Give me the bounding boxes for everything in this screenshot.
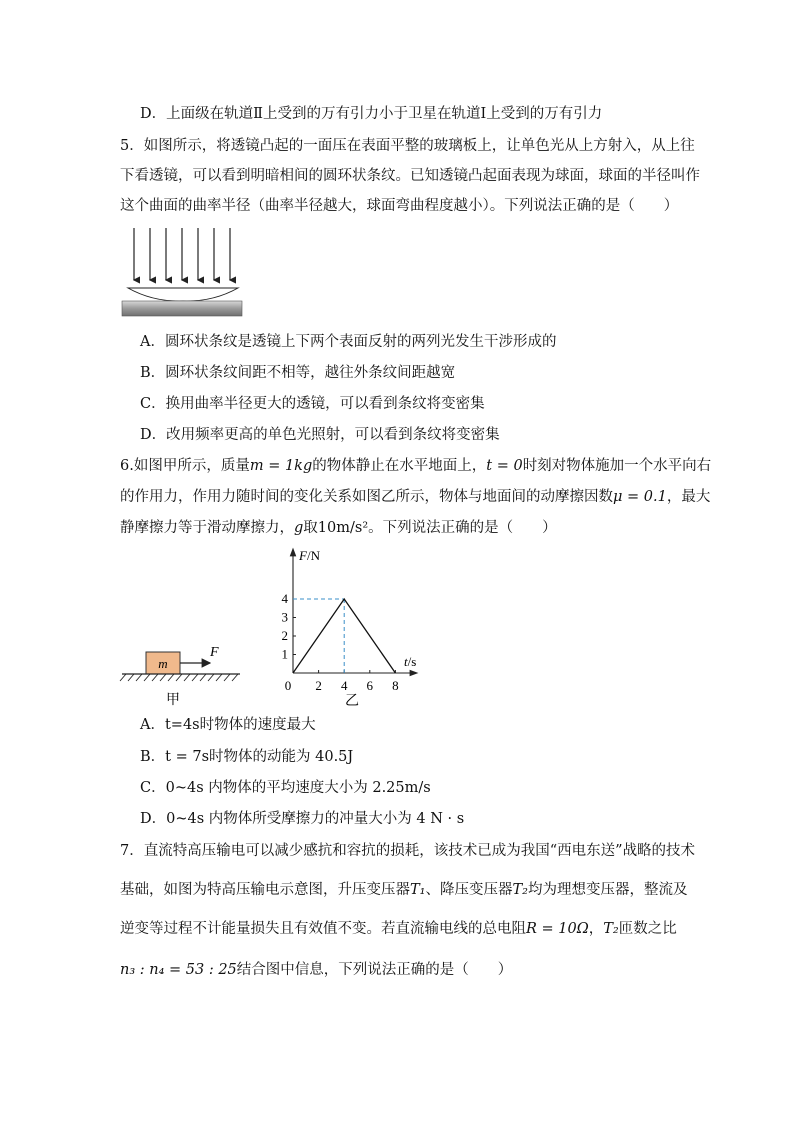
mass-label: m: [158, 656, 168, 671]
q4-option-d: D．上面级在轨道Ⅱ上受到的万有引力小于卫星在轨道Ⅰ上受到的万有引力: [140, 106, 603, 122]
convex-lens: [128, 288, 238, 301]
q5-option-c: C．换用曲率半径更大的透镜，可以看到条纹将变密集: [140, 396, 485, 412]
y-tick-label: 3: [281, 609, 288, 625]
figure-yi-caption: 乙: [345, 694, 359, 709]
q5-option-d: D．改用频率更高的单色光照射，可以看到条纹将变密集: [140, 427, 500, 443]
lens-diagram: [118, 226, 248, 318]
q7-stem-line-1: 7．直流特高压输电可以减少感抗和容抗的损耗，该技术已成为我国“西电东送”战略的技术: [120, 843, 696, 859]
q5-stem-line-3: 这个曲面的曲率半径（曲率半径越大，球面弯曲程度越小）。下列说法正确的是（ ）: [120, 198, 679, 214]
force-label: F: [210, 645, 219, 660]
y-tick-label: 4: [281, 591, 288, 606]
origin-label: 0: [284, 678, 292, 693]
q5-stem-line-1: 5．如图所示，将透镜凸起的一面压在表面平整的玻璃板上，让单色光从上方射入，从上往: [120, 138, 695, 154]
q6-option-b: B．t = 7s时物体的动能为 40.5J: [140, 749, 354, 765]
x-tick-label: 2: [315, 678, 322, 693]
q6-option-a: A．t=4s时物体的速度最大: [140, 717, 316, 733]
q5-option-a: A．圆环状条纹是透镜上下两个表面反射的两列光发生干涉形成的: [140, 334, 557, 350]
q7-stem-line-2: 基础，如图为特高压输电示意图，升压变压器T₁、降压变压器T₂均为理想变压器，整流及: [120, 882, 688, 898]
glass-plate: [122, 301, 242, 316]
q6-stem-line-3: 静摩擦力等于滑动摩擦力，g取10m/s²。下列说法正确的是（ ）: [120, 520, 557, 536]
x-tick-label: 8: [392, 678, 399, 693]
q6-option-d: D．0~4s 内物体所受摩擦力的冲量大小为 4 N · s: [140, 811, 465, 827]
q6-stem-line-1: 6.如图甲所示，质量m = 1kg的物体静止在水平地面上，t = 0时刻对物体施加一个水平向右: [120, 458, 712, 474]
q5-stem-line-2: 下看透镜，可以看到明暗相间的圆环状条纹。已知透镜凸起面表现为球面，球面的半径叫作: [120, 168, 700, 184]
x-tick-label: 6: [366, 678, 374, 693]
ground-hatching: [120, 674, 238, 681]
force-time-chart: [278, 544, 428, 710]
q6-stem-line-2: 的作用力，作用力随时间的变化关系如图乙所示，物体与地面间的动摩擦因数μ = 0.1，最大: [120, 489, 711, 505]
y-tick-label: 1: [281, 646, 288, 662]
y-tick-label: 2: [281, 628, 288, 643]
light-rays: [134, 228, 230, 280]
q7-stem-line-4: n₃ : n₄ = 53 : 25结合图中信息，下列说法正确的是（ ）: [120, 962, 513, 978]
y-axis-label: F/N: [299, 548, 320, 563]
figure-jia: [118, 640, 248, 710]
q7-stem-line-3: 逆变等过程不计能量损失且有效值不变。若直流输电线的总电阻R = 10Ω，T₂匝数之比: [120, 921, 677, 937]
q6-option-c: C．0~4s 内物体的平均速度大小为 2.25m/s: [140, 780, 431, 796]
x-axis-label: t/s: [404, 654, 417, 669]
figure-jia-caption: 甲: [166, 693, 180, 708]
q5-option-b: B．圆环状条纹间距不相等，越往外条纹间距越宽: [140, 365, 456, 381]
x-tick-label: 4: [340, 678, 348, 693]
